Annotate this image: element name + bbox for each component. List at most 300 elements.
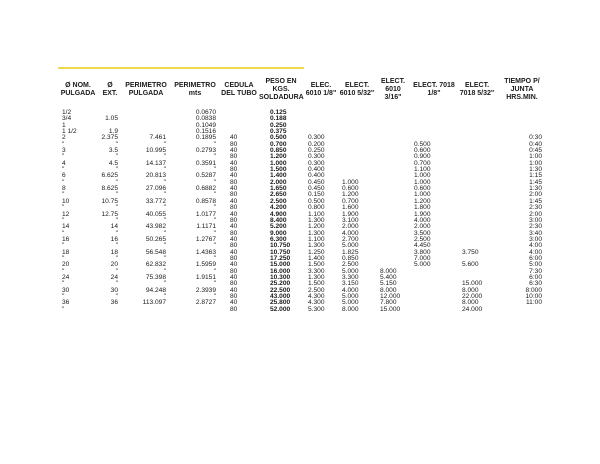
- table-cell: 2.8727: [195, 299, 216, 307]
- table-cell: 1:00: [529, 159, 542, 167]
- table-cell: 0:30: [529, 134, 542, 142]
- table-cell: 4:00: [529, 242, 542, 250]
- table-cell: 2.000: [342, 223, 359, 231]
- table-cell: 1.500: [308, 280, 325, 288]
- table-cell: 33.772: [145, 197, 166, 205]
- table-cell: 0.300: [308, 134, 325, 142]
- table-cell: 1:30: [529, 185, 542, 193]
- table-cell: 10.750: [270, 242, 291, 250]
- table-cell: 1/2: [62, 109, 72, 116]
- welding-table: [58, 70, 548, 313]
- table-cell: 0.125: [270, 109, 287, 116]
- table-cell: ": [163, 292, 166, 300]
- col-header-e6010-1-8: ELEC. 6010 1/8": [305, 82, 337, 97]
- table-cell: 2:30: [529, 223, 542, 231]
- table-cell: 1:30: [529, 166, 542, 174]
- table-cell: 0.500: [414, 140, 431, 148]
- table-cell: 1.200: [270, 153, 287, 161]
- table-cell: 80: [230, 229, 238, 237]
- table-cell: 1:00: [529, 153, 542, 161]
- table-cell: 8.000: [342, 305, 359, 313]
- table-cell: 5:00: [529, 261, 542, 269]
- table-cell: ": [115, 267, 118, 275]
- table-cell: 5.400: [380, 273, 397, 281]
- table-cell: ": [163, 216, 166, 224]
- table-cell: 80: [230, 216, 238, 224]
- col-header-e6010-3-16: ELECT. 6010 3/16": [380, 78, 406, 101]
- table-cell: ": [115, 280, 118, 288]
- table-cell: ": [62, 140, 65, 148]
- table-cell: 1.0177: [195, 210, 216, 218]
- table-cell: 6.300: [270, 235, 287, 243]
- col-header-e6010-5-32: ELECT. 6010 5/32": [339, 82, 375, 97]
- table-cell: 8: [62, 185, 66, 193]
- table-cell: 4.300: [308, 299, 325, 307]
- table-cell: 80: [230, 153, 238, 161]
- table-cell: 40: [230, 185, 238, 193]
- table-cell: 16.000: [270, 267, 291, 275]
- table-cell: 40: [230, 299, 238, 307]
- table-row: [58, 307, 548, 313]
- col-header-time-per-joint: TIEMPO P/ JUNTA HRS.MIN.: [504, 78, 540, 101]
- table-cell: ": [213, 242, 216, 250]
- table-cell: ": [62, 254, 65, 262]
- table-cell: 2.700: [342, 235, 359, 243]
- table-cell: ": [115, 204, 118, 212]
- table-cell: 1.300: [308, 242, 325, 250]
- table-cell: 3.300: [342, 273, 359, 281]
- table-cell: 22.500: [270, 286, 291, 294]
- table-cell: ": [115, 292, 118, 300]
- table-cell: 3:40: [529, 229, 542, 237]
- table-cell: 40: [230, 210, 238, 218]
- table-cell: [98, 307, 122, 313]
- table-cell: 75.398: [145, 273, 166, 281]
- table-cell: 6:00: [529, 273, 542, 281]
- table-cell: [496, 307, 548, 313]
- table-cell: 1.500: [270, 166, 287, 174]
- table-cell: 4.200: [270, 204, 287, 212]
- table-cell: ": [213, 267, 216, 275]
- table-cell: 113.097: [142, 299, 166, 307]
- table-cell: 7:30: [529, 267, 542, 275]
- table-cell: 43.982: [145, 223, 166, 231]
- table-cell: 56.548: [145, 248, 166, 256]
- table-cell: 0.375: [270, 128, 287, 136]
- table-cell: 80: [230, 140, 238, 148]
- table-cell: 4.5: [108, 159, 118, 167]
- table-cell: 2.500: [414, 235, 431, 243]
- table-cell: 1:45: [529, 197, 542, 205]
- table-cell: 0.700: [414, 159, 431, 167]
- table-cell: 8:000: [525, 286, 542, 294]
- table-cell: 1.600: [342, 204, 359, 212]
- table-cell: 1.000: [414, 178, 431, 186]
- table-cell: 80: [230, 242, 238, 250]
- table-cell: 1.4363: [195, 248, 216, 256]
- table-cell: 0.800: [308, 204, 325, 212]
- table-cell: 8.400: [270, 216, 287, 224]
- table-cell: 2.3939: [195, 286, 216, 294]
- table-cell: ": [115, 216, 118, 224]
- col-header-schedule: CEDULA DEL TUBO: [221, 82, 257, 97]
- table-cell: 0:40: [529, 140, 542, 148]
- table-cell: 1 1/2: [62, 128, 77, 136]
- table-cell: 0.850: [270, 147, 287, 155]
- table-cell: 43.000: [270, 292, 291, 300]
- table-cell: 15.000: [270, 261, 291, 269]
- table-cell: 0.300: [308, 153, 325, 161]
- table-cell: 8.000: [380, 286, 397, 294]
- table-cell: ": [213, 216, 216, 224]
- table-cell: 10.995: [145, 147, 166, 155]
- table-cell: [410, 307, 458, 313]
- table-cell: 1.400: [270, 172, 287, 180]
- table-cell: 8.625: [101, 185, 118, 193]
- table-cell: ": [163, 267, 166, 275]
- table-cell: ": [163, 166, 166, 174]
- table-cell: 30: [110, 286, 118, 294]
- table-cell: 12: [62, 210, 70, 218]
- table-cell: 80: [230, 254, 238, 262]
- table-cell: 2.000: [414, 223, 431, 231]
- table-cell: ": [62, 166, 65, 174]
- table-cell: 0.1516: [195, 128, 216, 136]
- table-cell: 80: [230, 305, 238, 313]
- table-cell: 18: [62, 248, 70, 256]
- table-cell: 0.200: [308, 140, 325, 148]
- table-cell: 10:00: [525, 292, 542, 300]
- table-cell: 0.700: [342, 197, 359, 205]
- table-cell: 1.2767: [195, 235, 216, 243]
- table-cell: ": [163, 178, 166, 186]
- table-cell: 0.600: [342, 185, 359, 193]
- table-cell: ": [62, 153, 65, 161]
- table-cell: 4.000: [414, 216, 431, 224]
- table-cell: 25.200: [270, 280, 291, 288]
- table-cell: 50.265: [145, 235, 166, 243]
- table-cell: 0.8578: [195, 197, 216, 205]
- table-cell: 1.825: [342, 248, 359, 256]
- table-cell: 80: [230, 191, 238, 199]
- col-header-outer-diameter: Ø EXT.: [102, 82, 118, 97]
- table-cell: 12.000: [380, 292, 401, 300]
- table-cell: 3: [62, 147, 66, 155]
- table-cell: 24: [110, 273, 118, 281]
- col-header-e7018-1-8: ELECT. 7018 1/8": [413, 82, 455, 97]
- table-cell: 0.900: [414, 153, 431, 161]
- table-cell: 12.75: [101, 210, 118, 218]
- table-cell: 16: [110, 235, 118, 243]
- table-cell: 1:15: [529, 172, 542, 180]
- table-cell: 3.100: [342, 216, 359, 224]
- table-cell: 0.188: [270, 115, 287, 123]
- table-cell: 3:00: [529, 216, 542, 224]
- col-header-perimeter-inch: PERIMETRO PULGADA: [125, 82, 167, 97]
- table-cell: 5.150: [380, 280, 397, 288]
- table-cell: 30: [62, 286, 70, 294]
- table-cell: 2.650: [270, 191, 287, 199]
- table-cell: 4.000: [342, 229, 359, 237]
- table-cell: 0.0838: [195, 115, 216, 123]
- table-body: [58, 110, 548, 313]
- table-cell: 2:30: [529, 204, 542, 212]
- table-cell: 1.500: [308, 261, 325, 269]
- table-cell: ": [115, 166, 118, 174]
- table-cell: ": [115, 242, 118, 250]
- table-cell: 5.300: [308, 305, 325, 313]
- table-cell: 8.000: [462, 299, 479, 307]
- table-cell: ": [115, 191, 118, 199]
- table-cell: 80: [230, 204, 238, 212]
- table-cell: 10.75: [101, 197, 118, 205]
- table-cell: 2:00: [529, 210, 542, 218]
- table-cell: 3.150: [342, 280, 359, 288]
- table-cell: 16: [62, 235, 70, 243]
- col-header-nominal-diameter: Ø NOM. PULGADA: [60, 82, 96, 97]
- table-cell: 14.137: [145, 159, 166, 167]
- table-cell: 20: [110, 261, 118, 269]
- table-cell: 1.900: [414, 210, 431, 218]
- table-cell: 40: [230, 261, 238, 269]
- table-cell: 24.000: [462, 305, 483, 313]
- table-cell: [170, 307, 220, 313]
- table-cell: ": [213, 254, 216, 262]
- table-cell: ": [213, 140, 216, 148]
- table-cell: 2.000: [270, 178, 287, 186]
- table-cell: 80: [230, 267, 238, 275]
- table-cell: [122, 307, 170, 313]
- table-cell: ": [115, 153, 118, 161]
- table-cell: 0.2793: [195, 147, 216, 155]
- table-cell: 2.500: [308, 286, 325, 294]
- table-cell: 0.0670: [195, 109, 216, 116]
- table-cell: 36: [110, 299, 118, 307]
- table-cell: 0.500: [308, 197, 325, 205]
- table-cell: 20: [62, 261, 70, 269]
- table-cell: ": [213, 153, 216, 161]
- table-cell: 40: [230, 235, 238, 243]
- table-cell: 7.800: [380, 299, 397, 307]
- table-cell: 4.300: [308, 292, 325, 300]
- table-cell: 6:30: [529, 280, 542, 288]
- table-cell: 8.000: [462, 286, 479, 294]
- table-cell: 7.000: [414, 254, 431, 262]
- table-cell: 18: [110, 248, 118, 256]
- col-header-weld-weight: PESO EN KGS. SOLDADURA: [259, 78, 304, 101]
- table-cell: 3.500: [414, 229, 431, 237]
- table-cell: 5.200: [270, 223, 287, 231]
- table-cell: 6.625: [101, 172, 118, 180]
- table-header-row: [58, 70, 548, 110]
- table-cell: 0.1895: [195, 134, 216, 142]
- table-cell: 5.000: [342, 292, 359, 300]
- table-cell: 0.400: [308, 166, 325, 174]
- table-cell: ": [62, 216, 65, 224]
- table-cell: 2.500: [270, 197, 287, 205]
- table-cell: ": [213, 191, 216, 199]
- table-cell: 1.300: [308, 229, 325, 237]
- table-cell: 1:45: [529, 178, 542, 186]
- table-cell: 3:00: [529, 235, 542, 243]
- col-header-e7018-5-32: ELECT. 7018 5/32": [459, 82, 495, 97]
- table-cell: ": [62, 292, 65, 300]
- table-cell: 4: [62, 159, 66, 167]
- table-cell: 0:45: [529, 147, 542, 155]
- table-cell: 2.500: [342, 261, 359, 269]
- table-cell: 40.055: [145, 210, 166, 218]
- table-cell: 5.000: [342, 242, 359, 250]
- table-cell: ": [163, 204, 166, 212]
- table-cell: 5.000: [414, 261, 431, 269]
- table-cell: 1.400: [308, 254, 325, 262]
- table-cell: 10.300: [270, 273, 291, 281]
- table-cell: 17.250: [270, 254, 291, 262]
- table-cell: 22.000: [462, 292, 483, 300]
- table-cell: 10.750: [270, 248, 291, 256]
- table-cell: 3.800: [414, 248, 431, 256]
- table-cell: 80: [230, 178, 238, 186]
- table-cell: 1.100: [308, 210, 325, 218]
- table-cell: ": [62, 191, 65, 199]
- table-cell: 5.000: [342, 267, 359, 275]
- table-cell: 20.813: [145, 172, 166, 180]
- table-cell: 6:00: [529, 254, 542, 262]
- table-cell: ": [115, 254, 118, 262]
- table-cell: 94.248: [145, 286, 166, 294]
- table-cell: 80: [230, 166, 238, 174]
- table-cell: ": [163, 153, 166, 161]
- table-cell: 1.200: [342, 191, 359, 199]
- table-cell: 1.9151: [195, 273, 216, 281]
- table-cell: 1.100: [308, 235, 325, 243]
- table-cell: 1.100: [414, 166, 431, 174]
- table-cell: 27.096: [145, 185, 166, 193]
- table-cell: 40: [230, 172, 238, 180]
- table-cell: 0.400: [308, 172, 325, 180]
- table-cell: 0.250: [270, 121, 287, 129]
- table-cell: ": [62, 178, 65, 186]
- table-cell: 8.000: [380, 267, 397, 275]
- table-cell: 1.1171: [196, 223, 216, 231]
- table-cell: 1.000: [270, 159, 287, 167]
- table-cell: ": [163, 140, 166, 148]
- table-cell: 0.3591: [195, 159, 216, 167]
- table-cell: 1.250: [308, 248, 325, 256]
- table-cell: 0.1049: [195, 121, 216, 129]
- table-cell: ": [213, 292, 216, 300]
- table-cell: 0.150: [308, 191, 325, 199]
- table-cell: ": [163, 254, 166, 262]
- table-cell: ": [115, 178, 118, 186]
- col-header-perimeter-m: PERIMETRO mts: [174, 82, 216, 97]
- table-cell: 1.5959: [195, 261, 216, 269]
- table-cell: 14: [62, 223, 70, 231]
- table-cell: 1.300: [308, 216, 325, 224]
- table-cell: ": [62, 242, 65, 250]
- table-cell: 4:00: [529, 248, 542, 256]
- table-cell: 0.600: [414, 185, 431, 193]
- table-cell: 10: [62, 197, 70, 205]
- table-cell: 1.900: [342, 210, 359, 218]
- table-cell: ": [62, 305, 65, 313]
- table-cell: 1.000: [414, 191, 431, 199]
- table-cell: 1.300: [308, 273, 325, 281]
- table-cell: 6: [62, 172, 66, 180]
- table-cell: 40: [230, 159, 238, 167]
- table-cell: ": [115, 140, 118, 148]
- table-cell: 11:00: [525, 299, 542, 307]
- table-cell: 40: [230, 134, 238, 142]
- table-cell: 40: [230, 147, 238, 155]
- table-cell: 7.461: [149, 134, 166, 142]
- table-cell: 9.000: [270, 229, 287, 237]
- table-cell: 0.450: [308, 178, 325, 186]
- table-cell: 2:00: [529, 191, 542, 199]
- table-cell: 2.375: [101, 134, 118, 142]
- table-cell: 4.000: [342, 286, 359, 294]
- table-cell: 40: [230, 273, 238, 281]
- table-cell: 40: [230, 197, 238, 205]
- table-cell: 0.450: [308, 185, 325, 193]
- table-cell: 0.6882: [195, 185, 216, 193]
- table-cell: ": [213, 166, 216, 174]
- table-cell: 1: [62, 121, 66, 129]
- table-cell: ": [163, 242, 166, 250]
- table-cell: 1.000: [414, 172, 431, 180]
- table-cell: 1.200: [308, 223, 325, 231]
- table-cell: 80: [230, 292, 238, 300]
- table-cell: 0.5287: [195, 172, 216, 180]
- table-cell: 5.600: [462, 261, 479, 269]
- table-cell: ": [163, 280, 166, 288]
- table-cell: 5.000: [342, 299, 359, 307]
- table-cell: 1.650: [270, 185, 287, 193]
- table-cell: 0.250: [308, 147, 325, 155]
- table-cell: 3/4: [62, 115, 72, 123]
- table-cell: ": [115, 229, 118, 237]
- table-cell: 52.000: [270, 305, 291, 313]
- table-cell: 40: [230, 223, 238, 231]
- table-cell: 0.850: [342, 254, 359, 262]
- table-cell: ": [62, 229, 65, 237]
- table-cell: ": [62, 267, 65, 275]
- table-cell: 40: [230, 286, 238, 294]
- table-cell: 0.500: [270, 134, 287, 142]
- table-cell: 24: [62, 273, 70, 281]
- table-cell: 4.900: [270, 210, 287, 218]
- table-cell: ": [213, 229, 216, 237]
- table-cell: 0.700: [270, 140, 287, 148]
- table-cell: 2: [62, 134, 66, 142]
- table-cell: 1.200: [414, 197, 431, 205]
- table-cell: 15.000: [380, 305, 401, 313]
- table-cell: 15.000: [462, 280, 483, 288]
- table-cell: ": [213, 204, 216, 212]
- table-cell: ": [62, 204, 65, 212]
- table-cell: 62.832: [145, 261, 166, 269]
- table-cell: ": [213, 280, 216, 288]
- table-cell: 14: [110, 223, 118, 231]
- table-cell: 0.600: [414, 147, 431, 155]
- table-cell: 40: [230, 248, 238, 256]
- table-cell: 3.300: [308, 267, 325, 275]
- table-cell: 4.450: [414, 242, 431, 250]
- table-cell: ": [62, 280, 65, 288]
- table-cell: 3.750: [462, 248, 479, 256]
- table-cell: 3.5: [108, 147, 118, 155]
- table-cell: ": [213, 178, 216, 186]
